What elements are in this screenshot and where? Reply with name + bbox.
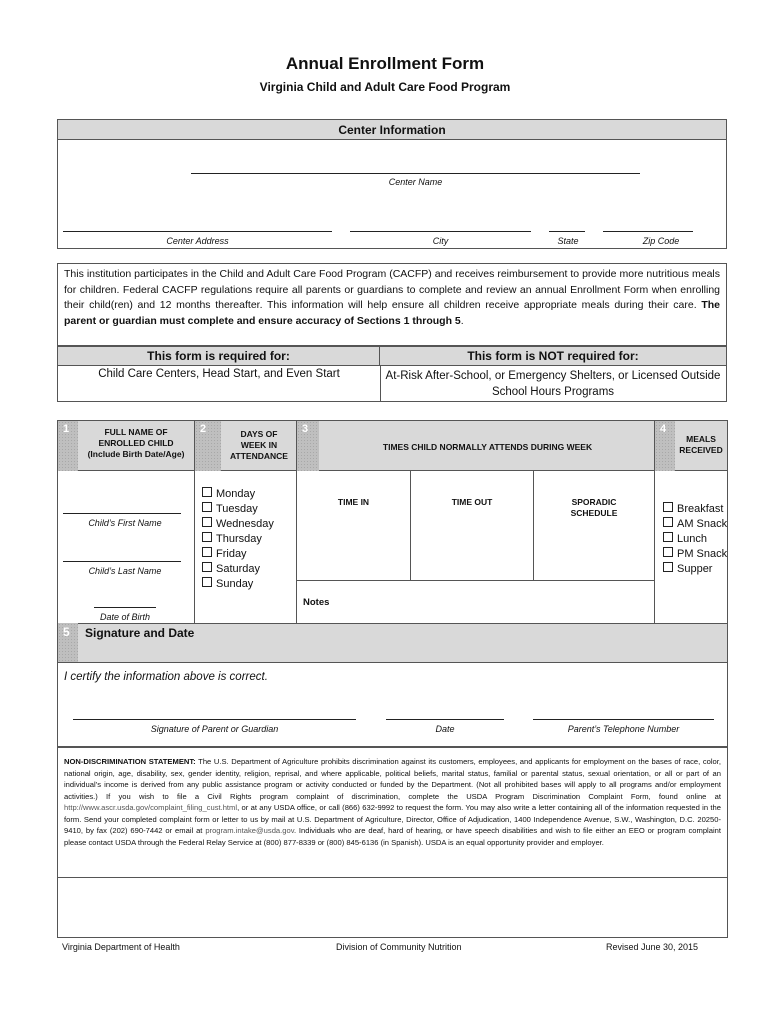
required-heading-text: This form is required for: [147,349,290,363]
dob-label: Date of Birth [99,612,151,622]
meal-supper-checkbox[interactable] [663,562,727,577]
day-friday-checkbox[interactable] [202,547,274,562]
day-sunday-checkbox[interactable] [202,577,274,592]
checkbox-icon[interactable] [202,517,212,527]
date-field[interactable] [386,719,504,720]
intro-bold-text: The parent or guardian must complete and ensure accuracy of Sections 1 through 5 [64,299,720,327]
sporadic-line1: SPORADIC [571,497,617,507]
section-1-number-text: 1 [63,423,70,435]
not-required-heading-text: This form is NOT required for: [467,349,639,363]
child-last-name-label: Child’s Last Name [88,566,162,576]
meal-label: AM Snack [677,518,728,530]
day-label: Friday [216,548,247,560]
usda-email-link[interactable]: program.intake@usda.gov [205,826,294,835]
time-divider-2 [533,471,534,580]
nondiscrimination-statement [64,756,721,848]
day-wednesday-checkbox[interactable] [202,517,274,532]
footer-center: Division of Community Nutrition [336,942,462,952]
center-name-field[interactable] [191,173,640,174]
notes-divider [296,580,654,581]
s1-line3: (Include Birth Date/Age) [87,449,185,459]
grid-divider-2 [296,421,297,623]
checkbox-icon[interactable] [202,547,212,557]
section-2-number-text: 2 [200,423,207,435]
checkbox-icon[interactable] [663,517,673,527]
section-4-heading [676,434,726,456]
s2-line1: DAYS OF [240,429,278,439]
s1-line2: ENROLLED CHILD [98,438,174,448]
center-info-heading [58,120,726,140]
section-3-heading: TIMES CHILD NORMALLY ATTENDS DURING WEEK [382,442,593,452]
child-first-name-label: Child’s First Name [88,518,162,528]
intro-paragraph [64,267,720,329]
center-info-heading-text: Center Information [338,123,446,137]
time-in-heading: TIME IN [337,497,370,507]
checkbox-icon[interactable] [202,562,212,572]
nondiscrimination-label: NON-DISCRIMINATION STATEMENT: [64,757,196,766]
certify-text: I certify the information above is correct. [64,671,268,683]
s4-line2: RECEIVED [679,445,723,455]
required-divider [380,366,381,402]
state-field[interactable] [549,231,585,232]
state-label: State [557,236,579,246]
section-2-number [195,421,221,471]
signature-heading: Signature and Date [85,626,195,640]
grid-divider-3 [654,421,655,623]
meal-label: Supper [677,563,713,575]
nondiscrimination-part3: . Individuals who are deaf, hard of hearing, or have speech disabilities and wish to file either an EEO or program complaint please contact USDA through the Federal Relay Service at (800) 877-8339 or (800) 845-6136 (in Spanish). USDA is an equal opportunity provider and employer. [64,826,721,847]
meal-label: Breakfast [677,503,724,515]
city-label: City [432,236,449,246]
checkbox-icon[interactable] [663,547,673,557]
checkbox-icon[interactable] [663,502,673,512]
section-3-number [297,421,319,471]
checkbox-icon[interactable] [202,532,212,542]
time-divider-1 [410,471,411,580]
s4-line1: MEALS [686,434,716,444]
required-heading [58,347,380,366]
day-thursday-checkbox[interactable] [202,532,274,547]
meal-am-snack-checkbox[interactable] [663,517,727,532]
complaint-form-link[interactable]: http://www.ascr.usda.gov/complaint_filing_cust.html [64,803,238,812]
day-label: Saturday [216,563,261,575]
checkbox-icon[interactable] [202,577,212,587]
date-label: Date [435,724,455,734]
s2-line2: WEEK IN [240,440,278,450]
form-subtitle: Virginia Child and Adult Care Food Program [259,80,511,94]
checkbox-icon[interactable] [202,487,212,497]
signature-label: Signature of Parent or Guardian [150,724,279,734]
section-3-number-text: 3 [302,423,309,435]
day-label: Wednesday [216,518,274,530]
s2-line3: ATTENDANCE [230,451,288,461]
meals-checklist [663,502,727,577]
meal-label: Lunch [677,533,707,545]
form-title: Annual Enrollment Form [285,54,485,73]
s1-line1: FULL NAME OF [104,427,168,437]
section-5-number [58,623,78,663]
section-1-heading [80,427,192,460]
grid-divider-1 [194,421,195,623]
section-5-number-text: 5 [63,625,70,639]
footer-left: Virginia Department of Health [62,942,180,952]
child-last-name-field[interactable] [63,561,181,562]
intro-text: This institution participates in the Child and Adult Care Food Program (CACFP) and receives reimbursement to provide more nutritious meals for children. Federal CACFP regulations require all parents or guardians to complete and review an annual Enrollment Form when enrolling their child(ren) and 12 months thereafter. This information will help ensure all children receive appropriate meals during their care. [64,268,720,311]
footer-right: Revised June 30, 2015 [606,942,699,952]
required-text: Child Care Centers, Head Start, and Even Start [98,368,340,380]
day-label: Monday [216,488,256,500]
nondiscrimination-part1: The U.S. Department of Agriculture prohibits discrimination against its customers, employees, and applicants for employment on the bases of race, color, national origin, age, disability, sex, gender identity, religion, reprisal, and where applicable, political beliefs, marital status, familial or parental status, sexual orientation, or all or part of an individual’s income is derived from any public assistance program or activity conducted or funded by the Department. (Not all prohibited bases will apply to all programs and/or employment activities.) If you wish to file a Civil Rights program complaint of discrimination, complete the USDA Program Discrimination Complaint Form, found online at [64,757,721,801]
checkbox-icon[interactable] [202,502,212,512]
day-tuesday-checkbox[interactable] [202,502,274,517]
checkbox-icon[interactable] [663,562,673,572]
center-name-label: Center Name [388,177,443,187]
center-address-label: Center Address [166,236,229,246]
day-label: Tuesday [216,503,258,515]
signature-field[interactable] [73,719,356,720]
meal-lunch-checkbox[interactable] [663,532,727,547]
day-saturday-checkbox[interactable] [202,562,274,577]
not-required-heading [380,347,726,366]
section-1-number [58,421,78,471]
nondiscrimination-divider [57,877,728,878]
sporadic-line2: SCHEDULE [570,508,618,518]
not-required-text: At-Risk After-School, or Emergency Shelters, or Licensed Outside School Hours Programs [385,370,721,398]
zip-field[interactable] [603,231,693,232]
day-label: Thursday [216,533,262,545]
meal-label: PM Snack [677,548,728,560]
section-4-number-text: 4 [660,423,667,435]
time-out-heading: TIME OUT [451,497,493,507]
days-checklist [202,487,274,592]
checkbox-icon[interactable] [663,532,673,542]
nondiscrimination-part2: , or at any USDA office, or call (866) 632-9992 to request the form. You may also write a letter containing all of the information requested in the form. Send your completed complaint form or letter to us by mail at U.S. Department of Agriculture, Director, Office of Adjudication, 1400 Independence Avenue, S.W., Washington, D.C. 20250-9410, by fax (202) 690-7442 or email at [64,803,721,835]
phone-label: Parent’s Telephone Number [567,724,680,734]
meal-breakfast-checkbox[interactable] [663,502,727,517]
zip-label: Zip Code [642,236,680,246]
day-label: Sunday [216,578,254,590]
child-first-name-field[interactable] [63,513,181,514]
meal-pm-snack-checkbox[interactable] [663,547,727,562]
intro-end: . [460,314,464,327]
center-address-field[interactable] [63,231,332,232]
dob-field[interactable] [94,607,156,608]
section-2-heading [222,429,296,462]
notes-label: Notes [303,597,330,608]
city-field[interactable] [350,231,531,232]
day-monday-checkbox[interactable] [202,487,274,502]
sporadic-heading [534,497,654,519]
phone-field[interactable] [533,719,714,720]
section-4-number [655,421,675,471]
